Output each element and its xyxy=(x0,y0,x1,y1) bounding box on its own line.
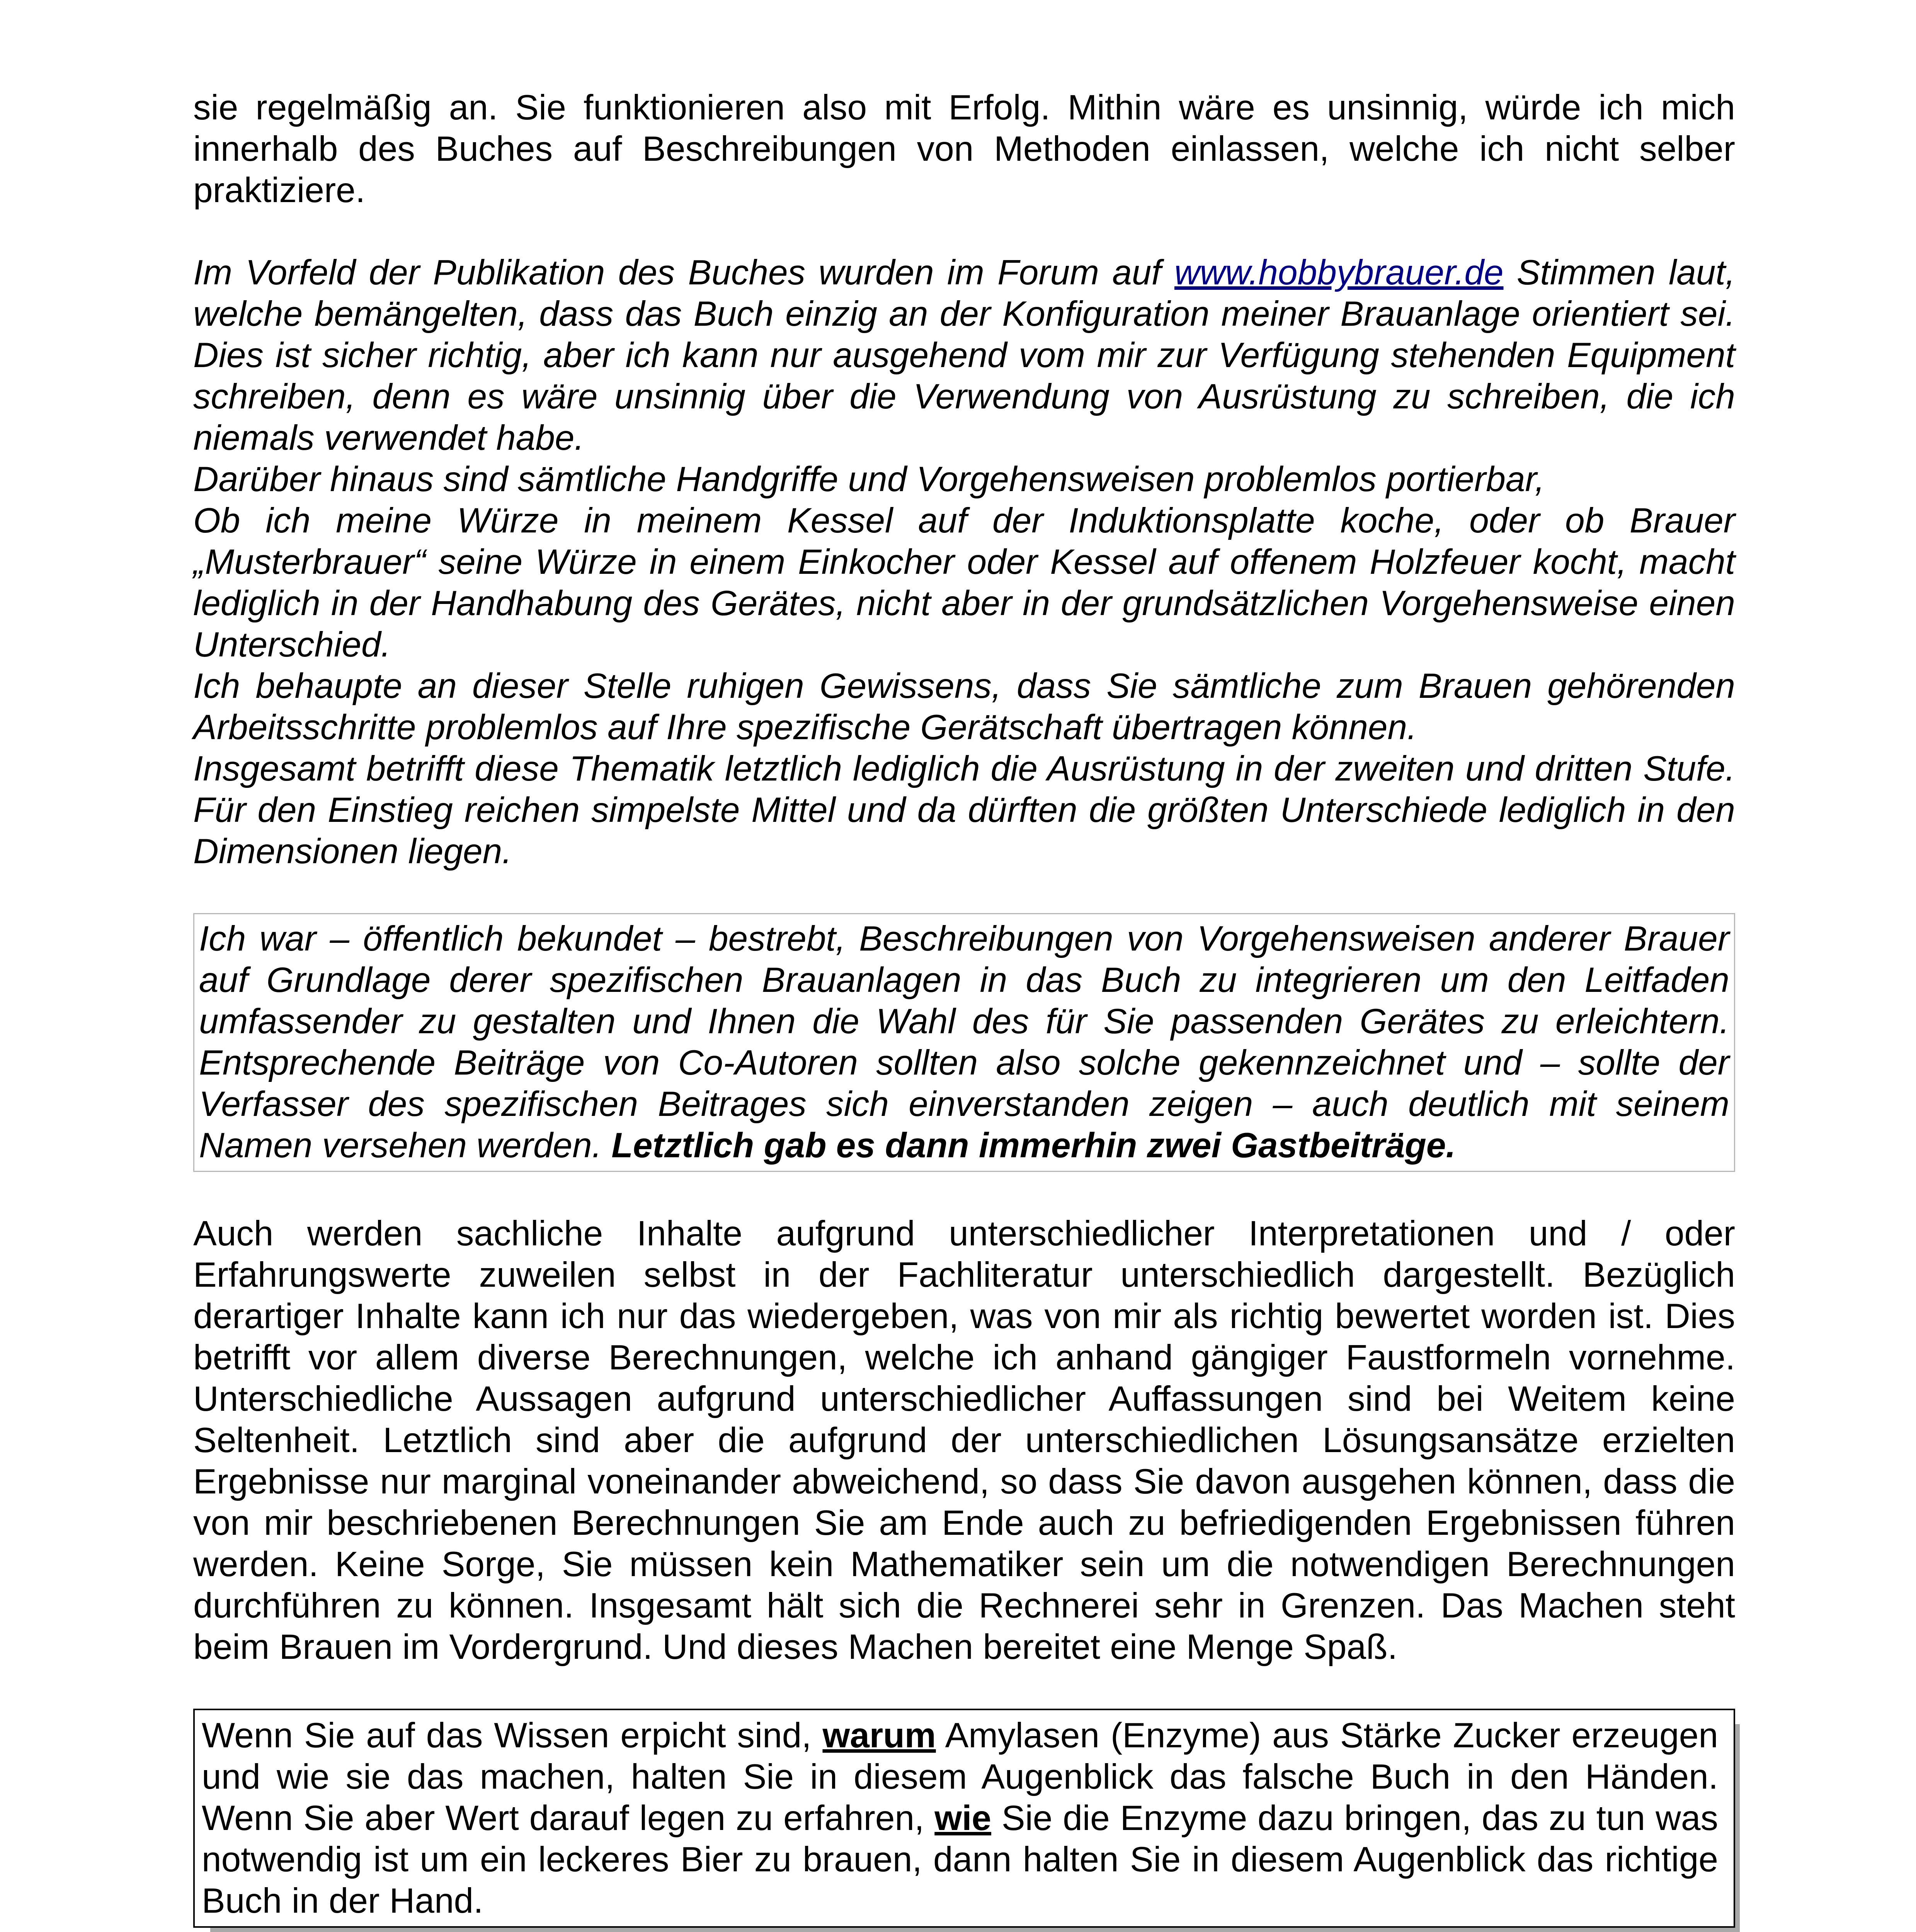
spacer xyxy=(193,872,1735,913)
note-box-text xyxy=(202,1715,1718,1922)
italic-section xyxy=(193,252,1735,872)
page-content xyxy=(193,87,1735,1928)
guest-contributions-body: Ich war – öffentlich bekundet – bestrebt, Beschreibungen von Vorgehensweisen anderer Brauer auf Grundlage derer spezifischen Brauanlagen in das Buch zu integrieren um den Leitfaden umfassender zu gestalten und Ihnen die Wahl des für Sie passenden Gerätes zu erleichtern. Entsprechende Beiträge von Co-Autoren sollten also solche gekennzeichnet und – sollte der Verfasser des spezifischen Beitrages sich einverstanden zeigen – auch deutlich mit seinem Namen versehen werden. xyxy=(199,919,1729,1165)
forum-link[interactable]: www.hobbybrauer.de xyxy=(1174,253,1504,292)
italic-paragraph-behaupte: Ich behaupte an dieser Stelle ruhigen Gewissens, dass Sie sämtliche zum Brauen gehörenden Arbeitsschritte problemlos auf Ihre spezifische Gerätschaft übertragen können. xyxy=(193,667,1735,747)
note-text-2: Amylasen (Enzyme) aus Stärke Zucker erzeugen und wie sie das machen, halten Sie in diesem Augenblick das falsche Buch in den Händen. Wenn Sie aber Wert darauf legen zu erfahren, xyxy=(202,1716,1718,1838)
italic-paragraph-forum xyxy=(193,252,1735,459)
note-text-1: Wenn Sie auf das Wissen erpicht sind, xyxy=(202,1716,823,1755)
guest-contributions-box xyxy=(193,913,1735,1172)
note-bold-wie: wie xyxy=(934,1799,991,1838)
body-paragraph: Auch werden sachliche Inhalte aufgrund unterschiedlicher Interpretationen und / oder Erfahrungswerte zuweilen selbst in der Fachliteratur unterschiedlich dargestellt. Bezüglich derartiger Inhalte kann ich nur das wiedergeben, was von mir als richtig bewertet worden ist. Dies betrifft vor allem diverse Berechnungen, welche ich anhand gängiger Faustformeln vornehme. Unterschiedliche Aussagen aufgrund unterschiedlicher Auffassungen sind bei Weitem keine Seltenheit. Letztlich sind aber die aufgrund der unterschiedlichen Lösungsansätze erzielten Ergebnisse nur marginal voneinander abweichend, so dass Sie davon ausgehen können, dass die von mir beschriebenen Berechnungen Sie am Ende auch zu befriedigenden Ergebnissen führen werden. Keine Sorge, Sie müssen kein Mathematiker sein um die notwendigen Berechnungen durchführen zu können. Insgesamt hält sich die Rechnerei sehr in Grenzen. Das Machen steht beim Brauen im Vordergrund. Und dieses Machen bereitet eine Menge Spaß. xyxy=(193,1214,1735,1667)
spacer xyxy=(193,1668,1735,1709)
italic-paragraph-kessel: Ob ich meine Würze in meinem Kessel auf der Induktionsplatte koche, oder ob Brauer „Musterbrauer“ seine Würze in einem Einkocher oder Kessel auf offenem Holzfeuer kocht, macht lediglich in der Handhabung des Gerätes, nicht aber in der grundsätzlichen Vorgehensweise einen Unterschied. xyxy=(193,501,1735,664)
note-bold-warum: warum xyxy=(822,1716,936,1755)
italic-paragraph-insgesamt: Insgesamt betrifft diese Thematik letztlich lediglich die Ausrüstung in der zweiten und dritten Stufe. Für den Einstieg reichen simpelste Mittel und da dürften die größten Unterschiede lediglich in den Dimensionen liegen. xyxy=(193,749,1735,871)
guest-contributions-text xyxy=(199,918,1729,1166)
forum-text-before: Im Vorfeld der Publikation des Buches wurden im Forum auf xyxy=(193,253,1175,292)
spacer xyxy=(193,1172,1735,1213)
note-box xyxy=(193,1709,1735,1928)
spacer xyxy=(193,211,1735,252)
note-box-frame xyxy=(193,1709,1735,1928)
italic-paragraph-portable: Darüber hinaus sind sämtliche Handgriffe und Vorgehensweisen problemlos portierbar, xyxy=(193,460,1545,499)
forum-text-after: Stimmen laut, welche bemängelten, dass das Buch einzig an der Konfiguration meiner Brauanlage orientiert sei. Dies ist sicher richtig, aber ich kann nur ausgehend vom mir zur Verfügung stehenden Equipment schreiben, denn es wäre unsinnig über die Verwendung von Ausrüstung zu schreiben, die ich niemals verwendet habe. xyxy=(193,253,1735,457)
note-text-3: Sie die Enzyme dazu bringen, das zu tun was notwendig ist um ein leckeres Bier zu brauen, dann halten Sie in diesem Augenblick das richtige Buch in der Hand. xyxy=(202,1799,1718,1920)
guest-contributions-bold: Letztlich gab es dann immerhin zwei Gastbeiträge. xyxy=(611,1126,1456,1165)
intro-paragraph: sie regelmäßig an. Sie funktionieren also mit Erfolg. Mithin wäre es unsinnig, würde ich mich innerhalb des Buches auf Beschreibungen von Methoden einlassen, welche ich nicht selber praktiziere. xyxy=(193,88,1735,210)
